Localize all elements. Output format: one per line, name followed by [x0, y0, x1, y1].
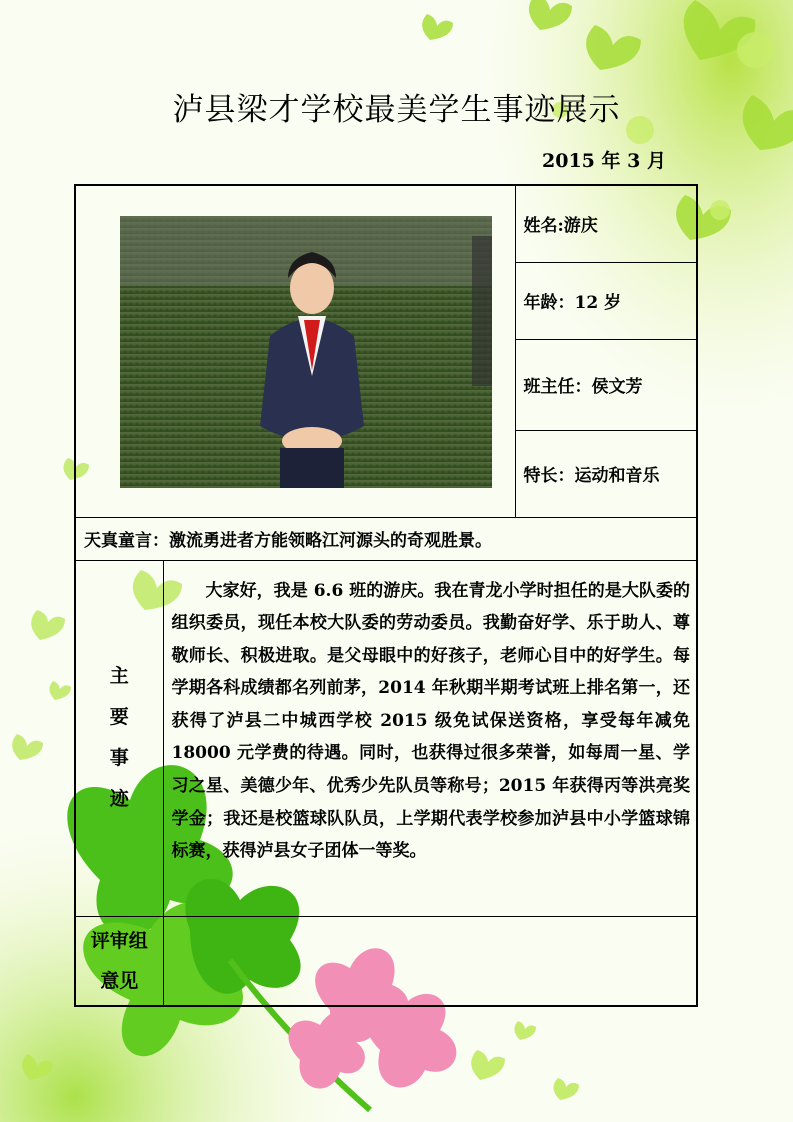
review-opinion: [163, 916, 697, 1006]
deeds-text: 大家好，我是 6.6 班的游庆。我在青龙小学时担任的是大队委的组织委员，现任本校大队委的劳动委员。我勤奋好学、乐于助人、尊敬师长、积极进取。是父母眼中的好孩子，老师心目中的好学生。每学期各科成绩都名列前茅，2014 年秋期半期考试班上排名第一，还获得了泸县二中城西学校 2015 级免试保送资格，享受每年减免 18000 元学费的待遇。同时，也获得过很多荣誉，如每周一星、学习之星、美德少年、优秀少先队员等称号；2015 年获得丙等洪亮奖学金；我还是校篮球队队员，上学期代表学校参加泸县中小学篮球锦标赛，获得泸县女子团体一等奖。: [163, 560, 697, 916]
deeds-label: [75, 560, 163, 916]
motto-row: 天真童言：激流勇进者方能领略江河源头的奇观胜景。: [75, 517, 697, 560]
review-label-line: 意见: [100, 969, 139, 992]
deeds-label-char: 事: [109, 747, 129, 769]
page-title: 泸县梁才学校最美学生事迹展示: [172, 92, 621, 128]
profile-table: [74, 184, 698, 1007]
photo-cell: [75, 185, 515, 517]
talent-field: 特长：运动和音乐: [515, 430, 697, 517]
deeds-label-char: 主: [109, 665, 129, 687]
name-field: 姓名:游庆: [515, 185, 697, 262]
deeds-label-char: 要: [109, 706, 129, 728]
date-label: 2015 年 3 月: [542, 150, 666, 172]
review-label-line: 评审组: [90, 929, 148, 952]
age-field: 年龄：12 岁: [515, 262, 697, 339]
teacher-field: 班主任：侯文芳: [515, 339, 697, 430]
student-photo: [120, 216, 492, 488]
review-label: [75, 916, 163, 1006]
deeds-label-char: 迹: [109, 788, 129, 810]
